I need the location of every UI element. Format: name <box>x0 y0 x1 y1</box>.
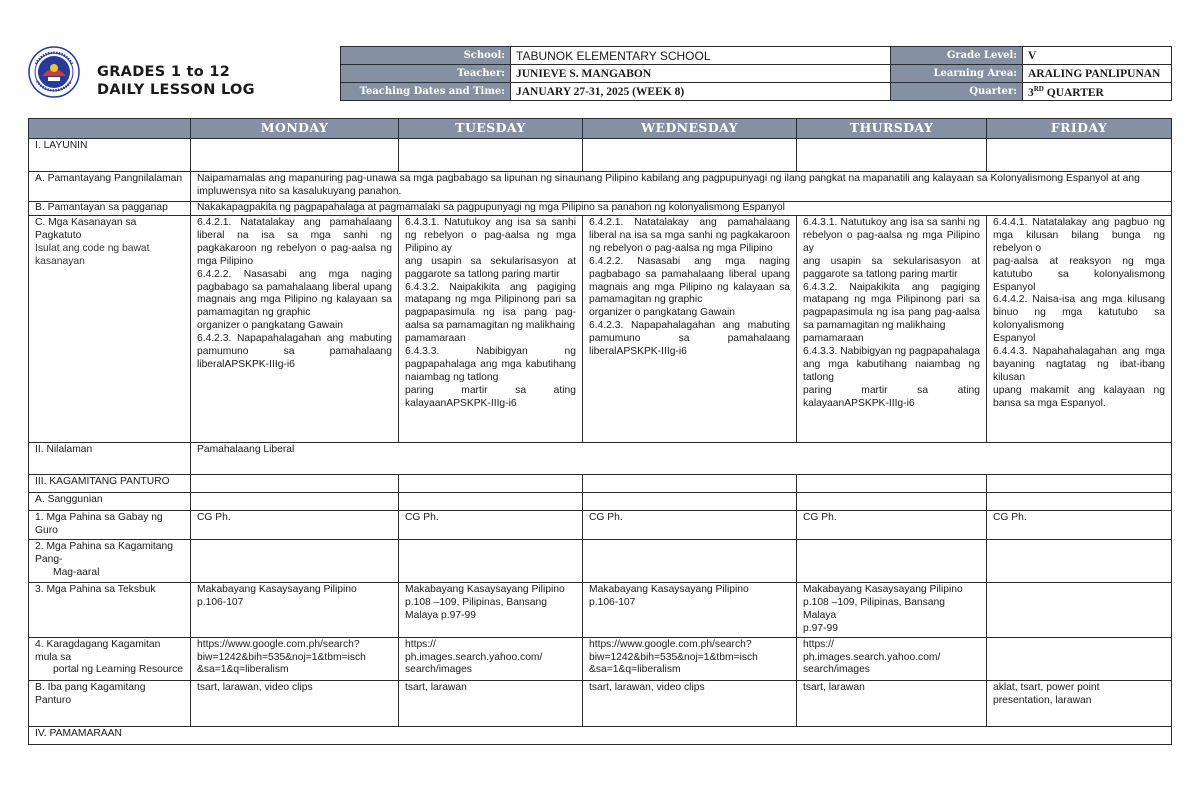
kasanayan-item: 6.4.3.2. Naipakikita ang pagiging matapang ng mga Pilipinong pari sa pagpapasimula ng isa pang pag-aalsa sa pamamagitan ng malikhaing <box>405 281 576 332</box>
quarter-number: 3 <box>1028 86 1034 99</box>
kasanayan-item: 6.4.2.1. Natatalakay ang pamahalaang liberal na isa sa mga sanhi ng pagkakaroon ng rebelyon o pag-aalsa ng mga Pilipino <box>197 217 392 267</box>
title-line-2: DAILY LESSON LOG <box>97 82 255 98</box>
learning-area-label: Learning Area: <box>891 65 1023 83</box>
kasanayan-item: 6.4.2.3. Napapahalagahan ang mabuting pamumuno sa pamahalaang liberalAPSKPK-IIIg-i6 <box>197 333 392 370</box>
row-iba-pang-kagamitan <box>29 680 1172 726</box>
deped-seal-logo <box>28 46 80 98</box>
nilalaman-label: II. Nilalaman <box>29 443 191 475</box>
quarter-suffix: RD <box>1033 84 1044 93</box>
day-header-tuesday: TUESDAY <box>399 119 583 139</box>
kasanayan-item: 6.4.4.1. Natatalakay ang pagbuo ng mga kilusan bilang bunga ng rebelyon o <box>993 217 1165 254</box>
row-gabay-guro <box>29 511 1172 540</box>
teksbuk-wednesday <box>583 583 797 638</box>
gabay-tuesday: CG Ph. <box>399 511 583 540</box>
teksbuk-line: p.106-107 <box>589 596 636 608</box>
gabay-friday: CG Ph. <box>987 511 1172 540</box>
pagganap-content: Nakakapagpakita ng pagpapahalaga at pagmamalaki sa pagpupunyagi ng mga Pilipino sa panahon ng kolonyalismong Espanyol <box>191 202 1172 216</box>
row-pamamaraan <box>29 726 1172 744</box>
quarter-label: Quarter: <box>891 83 1023 101</box>
kasanayan-item: 6.4.3.2. Naipakikita ang pagiging matapang ng mga Pilipinong pari sa pagpapasimula ng isa pang pag-aalsa sa pamamagitan ng malikhaing <box>803 281 980 332</box>
kasanayan-item: 6.4.2.2. Nasasabi ang mga naging pagbabago sa pamahalaang liberal upang magnais ang mga Pilipino ng kalayaan sa pamamagitan ng graphic <box>589 255 790 306</box>
gabay-thursday: CG Ph. <box>797 511 987 540</box>
teksbuk-line: Malaya p.97-99 <box>405 609 476 621</box>
teaching-dates-label: Teaching Dates and Time: <box>341 83 511 101</box>
sanggunian-label: A. Sanggunian <box>29 493 191 511</box>
gabay-wednesday: CG Ph. <box>583 511 797 540</box>
pamamaraan-label: IV. PAMAMARAAN <box>29 726 1172 744</box>
teaching-dates-value: JANUARY 27-31, 2025 (WEEK 8) <box>511 83 891 101</box>
header-info-table <box>340 46 1172 101</box>
teksbuk-line: Makabayang Kasaysayang Pilipino <box>405 584 565 595</box>
karagdagang-tuesday[interactable] <box>399 637 583 680</box>
kasanayan-item: Espanyol <box>993 333 1036 345</box>
document-title <box>97 63 255 99</box>
resource-link-line[interactable]: ph.images.search.yahoo.com/ <box>803 651 941 663</box>
kasanayan-item: 6.4.3.1. Natutukoy ang isa sa sanhi ng rebelyon o pag-aalsa ng mga Pilipino ay <box>405 217 576 254</box>
kasanayan-item: 6.4.3.3. Nabibigyan ng pagpapahalaga ang mga kabutihang naiambag ng tatlong <box>405 346 576 383</box>
karagdagang-thursday[interactable] <box>797 637 987 680</box>
kasanayan-friday <box>987 216 1172 443</box>
teksbuk-monday <box>191 583 399 638</box>
resource-link-line[interactable]: https://www.google.com.ph/search? <box>197 638 360 650</box>
row-nilalaman <box>29 443 1172 475</box>
iba-thursday <box>797 680 987 726</box>
kasanayan-label-cell <box>29 216 191 443</box>
layunin-label: I. LAYUNIN <box>29 139 191 172</box>
iba-monday <box>191 680 399 726</box>
kasanayan-item: organizer o pangkatang Gawain <box>197 320 343 332</box>
iba-line: tsart, larawan, video clips <box>197 681 313 693</box>
karagdagang-label-cell <box>29 637 191 680</box>
kasanayan-wednesday <box>583 216 797 443</box>
resource-link-line[interactable]: &sa=1&q=liberalism <box>589 664 681 676</box>
quarter-word: QUARTER <box>1043 86 1104 99</box>
day-header-thursday: THURSDAY <box>797 119 987 139</box>
resource-link-line[interactable]: ph.images.search.yahoo.com/ <box>405 651 543 663</box>
teksbuk-tuesday <box>399 583 583 638</box>
resource-link-line[interactable]: biw=1242&bih=535&noj=1&tbm=isch <box>197 651 366 663</box>
iba-line: tsart, larawan <box>803 681 865 693</box>
iba-line: presentation, larawan <box>993 694 1092 706</box>
teksbuk-friday <box>987 583 1172 638</box>
kasanayan-item: 6.4.2.1. Natatalakay ang pamahalaang liberal na isa sa mga sanhi ng pagkakaroon ng rebelyon o pag-aalsa ng mga Pilipino <box>589 217 790 254</box>
kasanayan-tuesday <box>399 216 583 443</box>
kasanayan-item: pamamaraan <box>405 333 466 345</box>
day-header-row <box>29 119 1172 139</box>
kasanayan-item: pamamaraan <box>803 333 864 345</box>
grade-level-label: Grade Level: <box>891 47 1023 65</box>
teksbuk-line: Makabayang Kasaysayang Pilipino <box>197 584 357 595</box>
kasanayan-item: 6.4.3.3. Nabibigyan ng pagpapahalaga ang mga kabutihang naiambag ng tatlong <box>803 346 980 383</box>
quarter-value <box>1023 83 1172 101</box>
karagdagang-wednesday[interactable] <box>583 637 797 680</box>
kasanayan-monday <box>191 216 399 443</box>
nilalaman-content: Pamahalaang Liberal <box>191 443 1172 475</box>
kasanayan-item: upang makamit ang kalayaan ng bansa sa mga Espanyol. <box>993 384 1165 409</box>
kasanayan-item: 6.4.2.3. Napapahalagahan ang mabuting pamumuno sa pamahalaang liberalAPSKPK-IIIg-i6 <box>589 320 790 358</box>
kasanayan-label: C. Mga Kasanayan sa Pagkatuto <box>35 217 137 241</box>
grade-level-value: V <box>1023 47 1172 65</box>
teksbuk-line: p.108 –109, Pilipinas, Bansang Malaya <box>803 596 945 621</box>
kagamitang-label-cell <box>29 540 191 583</box>
teacher-label: Teacher: <box>341 65 511 83</box>
kasanayan-item: organizer o pangkatang Gawain <box>589 307 735 319</box>
row-karagdagang-kagamitan <box>29 637 1172 680</box>
teacher-value: JUNIEVE S. MANGABON <box>511 65 891 83</box>
day-header-monday: MONDAY <box>191 119 399 139</box>
pagganap-label: B. Pamantayan sa pagganap <box>29 202 191 216</box>
iba-line: aklat, tsart, power point <box>993 681 1100 693</box>
teksbuk-line: p.97-99 <box>803 622 838 634</box>
kasanayan-thursday <box>797 216 987 443</box>
row-kagamitang-mag-aaral <box>29 540 1172 583</box>
row-kagamitan <box>29 475 1172 493</box>
kasanayan-item: ang usapin sa sekularisasyon at paggarote sa tatlong paring martir <box>405 255 576 280</box>
gabay-monday: CG Ph. <box>191 511 399 540</box>
kasanayan-item: 6.4.3.1. Natutukoy ang isa sa sanhi ng rebelyon o pag-aalsa ng mga Pilipino ay <box>803 217 980 254</box>
school-value: TABUNOK ELEMENTARY SCHOOL <box>511 47 891 65</box>
resource-link-line[interactable]: https:// <box>405 638 436 650</box>
resource-link-line[interactable]: search/images <box>803 664 870 676</box>
iba-tuesday <box>399 680 583 726</box>
resource-link-line[interactable]: biw=1242&bih=535&noj=1&tbm=isch <box>589 651 758 663</box>
kasanayan-item: 6.4.2.2. Nasasabi ang mga naging pagbabago sa pamahalaang liberal upang magnais ang mga Pilipino ng kalayaan sa pamamagitan ng graphic <box>197 268 392 319</box>
title-line-1: GRADES 1 to 12 <box>97 64 231 80</box>
resource-link-line[interactable]: &sa=1&q=liberalism <box>197 664 289 676</box>
iba-label: B. Iba pang Kagamitang Panturo <box>29 680 191 726</box>
kasanayan-note: Isulat ang code ng bawat kasanayan <box>35 242 150 267</box>
lesson-log-table <box>28 118 1172 745</box>
resource-link-line[interactable]: https:// <box>803 638 834 650</box>
karagdagang-monday[interactable] <box>191 637 399 680</box>
teksbuk-line: Makabayang Kasaysayang Pilipino <box>803 584 963 595</box>
corner-header <box>29 119 191 139</box>
row-pamantayang-pangnilalaman <box>29 172 1172 202</box>
iba-line: tsart, larawan, video clips <box>589 681 705 693</box>
iba-friday <box>987 680 1172 726</box>
row-pamantayan-pagganap <box>29 202 1172 216</box>
learning-area-value: ARALING PANLIPUNAN <box>1023 65 1172 83</box>
row-kasanayan <box>29 216 1172 443</box>
teksbuk-thursday <box>797 583 987 638</box>
pamantayang-label: A. Pamantayang Pangnilalaman <box>29 172 191 202</box>
row-layunin <box>29 139 1172 172</box>
resource-link-line[interactable]: https://www.google.com.ph/search? <box>589 638 752 650</box>
kasanayan-item: paring martir sa ating kalayaanAPSKPK-IIIg-i6 <box>803 384 980 409</box>
kasanayan-item: paring martir sa ating kalayaanAPSKPK-IIIg-i6 <box>405 384 576 409</box>
kagamitang-label-1: 2. Mga Pahina sa Kagamitang Pang- <box>35 541 173 565</box>
iba-wednesday <box>583 680 797 726</box>
day-header-friday: FRIDAY <box>987 119 1172 139</box>
kasanayan-item: pag-aalsa at reaksyon ng mga katutubo sa kolonyalismong Espanyol <box>993 255 1165 293</box>
teksbuk-line: p.108 –109, Pilipinas, Bansang <box>405 596 547 608</box>
gabay-label: 1. Mga Pahina sa Gabay ng Guro <box>29 511 191 540</box>
kagamitang-label-2: Mag-aaral <box>53 566 100 578</box>
karagdagang-label-1: 4. Karagdagang Kagamitan mula sa <box>35 638 161 663</box>
school-label: School: <box>341 47 511 65</box>
pamantayang-content: Naipamamalas ang mapanuring pag-unawa sa mga pagbabago sa lipunan ng sinaunang Pilipino kabilang ang pagpupunyagi ng ilang pangkat na mapanatili ang kalayaan sa Kolonyalismong Espanyol at ang impluwensya nito sa kasalukuyang panahon. <box>191 172 1172 202</box>
resource-link-line[interactable]: search/images <box>405 664 472 676</box>
row-teksbuk <box>29 583 1172 638</box>
kagamitan-label: III. KAGAMITANG PANTURO <box>29 475 191 493</box>
karagdagang-friday <box>987 637 1172 680</box>
kasanayan-item: ang usapin sa sekularisasyon at paggarote sa tatlong paring martir <box>803 255 980 280</box>
iba-line: tsart, larawan <box>405 681 467 693</box>
teksbuk-label: 3. Mga Pahina sa Teksbuk <box>29 583 191 638</box>
karagdagang-label-2: portal ng Learning Resource <box>53 664 183 676</box>
teksbuk-line: Makabayang Kasaysayang Pilipino <box>589 584 749 595</box>
kasanayan-item: 6.4.4.3. Napahahalagahan ang mga bayaning nagtatag ng ibat-ibang kilusan <box>993 346 1165 383</box>
row-sanggunian <box>29 493 1172 511</box>
day-header-wednesday: WEDNESDAY <box>583 119 797 139</box>
teksbuk-line: p.106-107 <box>197 596 244 608</box>
kasanayan-item: 6.4.4.2. Naisa-isa ang mga kilusang binuo ng mga katutubo sa kolonyalismong <box>993 294 1165 332</box>
